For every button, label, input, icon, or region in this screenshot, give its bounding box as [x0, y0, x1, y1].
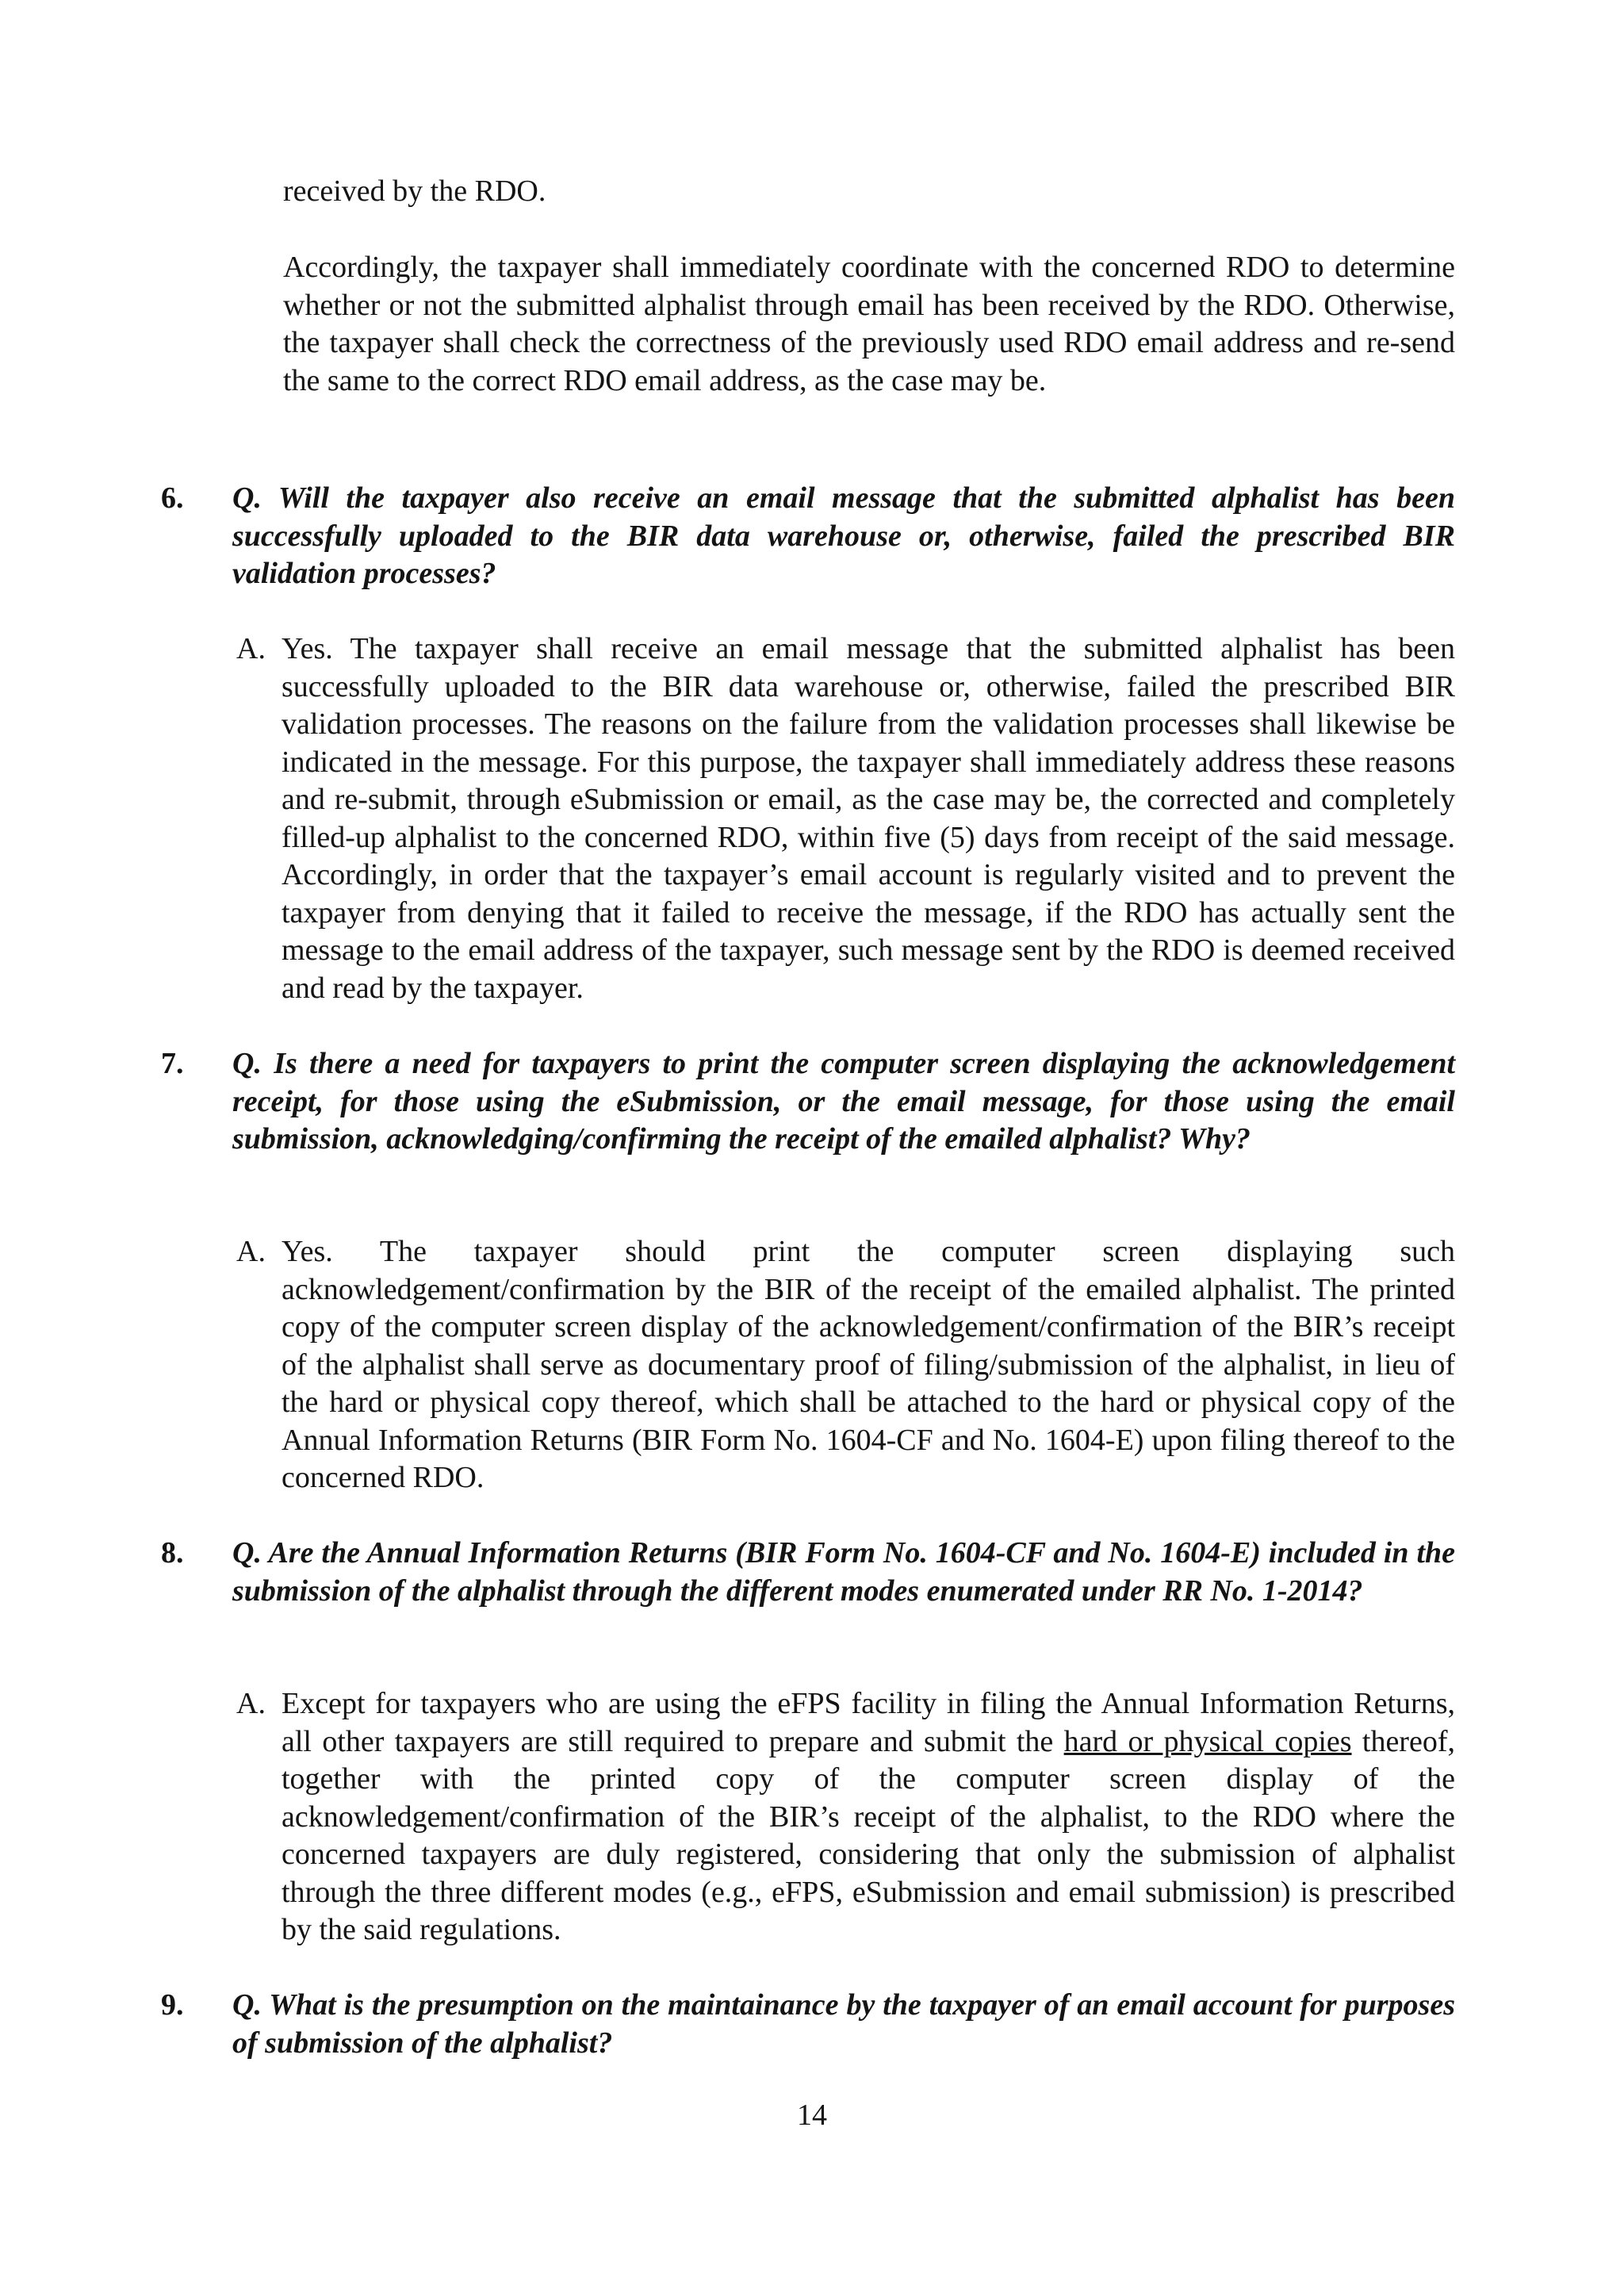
answer-8-text-end: thereof, together with the printed copy of the computer screen display of the acknowledgement/confirmation of the BIR’s receipt of the alphalist, to the RDO where the concerned taxpayers are duly registered, considering that only the submission of alphalist through the three different modes (e.g., eFPS, eSubmission and email submission) is prescribed by the said regulations. [282, 1724, 1455, 1946]
question-9-text [232, 1987, 1455, 2062]
question-7-text [232, 1045, 1455, 1159]
intro-paragraph: Accordingly, the taxpayer shall immediately coordinate with the concerned RDO to determine whether or not the submitted alphalist through email has been received by the RDO. Otherwise, the taxpayer shall check the correctness of the previously used RDO email address and re-send the same to the correct RDO email address, as the case may be. [283, 251, 1455, 397]
question-9-number: 9. [161, 1988, 184, 2022]
question-7-number: 7. [161, 1047, 184, 1080]
answer-6-label: A. [236, 632, 266, 665]
question-8-body: Are the Annual Information Returns (BIR Form No. 1604-CF and No. 1604-E) included in the submission of the alphalist through the different modes enumerated under RR No. 1-2014? [232, 1536, 1456, 1608]
answer-6-text: Yes. The taxpayer shall receive an email message that the submitted alphalist has been successfully uploaded to the BIR data warehouse or, otherwise, failed the prescribed BIR validation processes. The reasons on the failure from the validation processes shall likewise be indicated in the message. For this purpose, the taxpayer shall immediately address these reasons and re-submit, through eSubmission or email, as the case may be, the corrected and completely filled-up alphalist to the concerned RDO, within five (5) days from receipt of the said message. Accordingly, in order that the taxpayer’s email account is regularly visited and to prevent the taxpayer from denying that it failed to receive the message, if the RDO has actually sent the message to the email address of the taxpayer, such message sent by the RDO is deemed received and read by the taxpayer. [282, 632, 1455, 1005]
answer-8-label: A. [236, 1687, 266, 1720]
question-8-label: Q. [232, 1536, 262, 1570]
answer-8-text [282, 1685, 1455, 1949]
question-8-number: 8. [161, 1536, 184, 1570]
question-7-body: Is there a need for taxpayers to print the computer screen displaying the acknowledgement receipt, for those using the eSubmission, or the email message, for those using the email submission, acknowledging/confirming the receipt of the emailed alphalist? Why? [232, 1047, 1456, 1156]
question-6-label: Q. [232, 481, 262, 515]
question-9-body: What is the presumption on the maintainance by the taxpayer of an email account for purposes of submission of the alphalist? [232, 1988, 1455, 2060]
answer-7-text: Yes. The taxpayer should print the computer screen displaying such acknowledgement/confirmation by the BIR of the receipt of the emailed alphalist. The printed copy of the computer screen display of the acknowledgement/confirmation of the BIR’s receipt of the alphalist shall serve as documentary proof of filing/submission of the alphalist, in lieu of the hard or physical copy thereof, which shall be attached to the hard or physical copy of the Annual Information Returns (BIR Form No. 1604-CF and No. 1604-E) upon filing thereof to the concerned RDO. [282, 1235, 1455, 1494]
question-6-number: 6. [161, 481, 184, 515]
continuation-line: received by the RDO. [283, 174, 546, 208]
page-number: 14 [797, 2099, 827, 2132]
question-7-label: Q. [232, 1047, 262, 1080]
answer-8-text-start: Except for taxpayers who are using the eFPS facility in filing the Annual Information Returns, all other taxpayers are still required to prepare and submit the [282, 1687, 1455, 1758]
answer-8-underlined-phrase: hard or physical copies [1063, 1724, 1352, 1758]
question-9-label: Q. [232, 1988, 262, 2022]
question-8-text [232, 1535, 1455, 1610]
question-6-body: Will the taxpayer also receive an email message that the submitted alphalist has been successfully uploaded to the BIR data warehouse or, otherwise, failed the prescribed BIR validation processes? [232, 481, 1455, 590]
question-6-text [232, 480, 1455, 593]
answer-7-label: A. [236, 1235, 266, 1268]
